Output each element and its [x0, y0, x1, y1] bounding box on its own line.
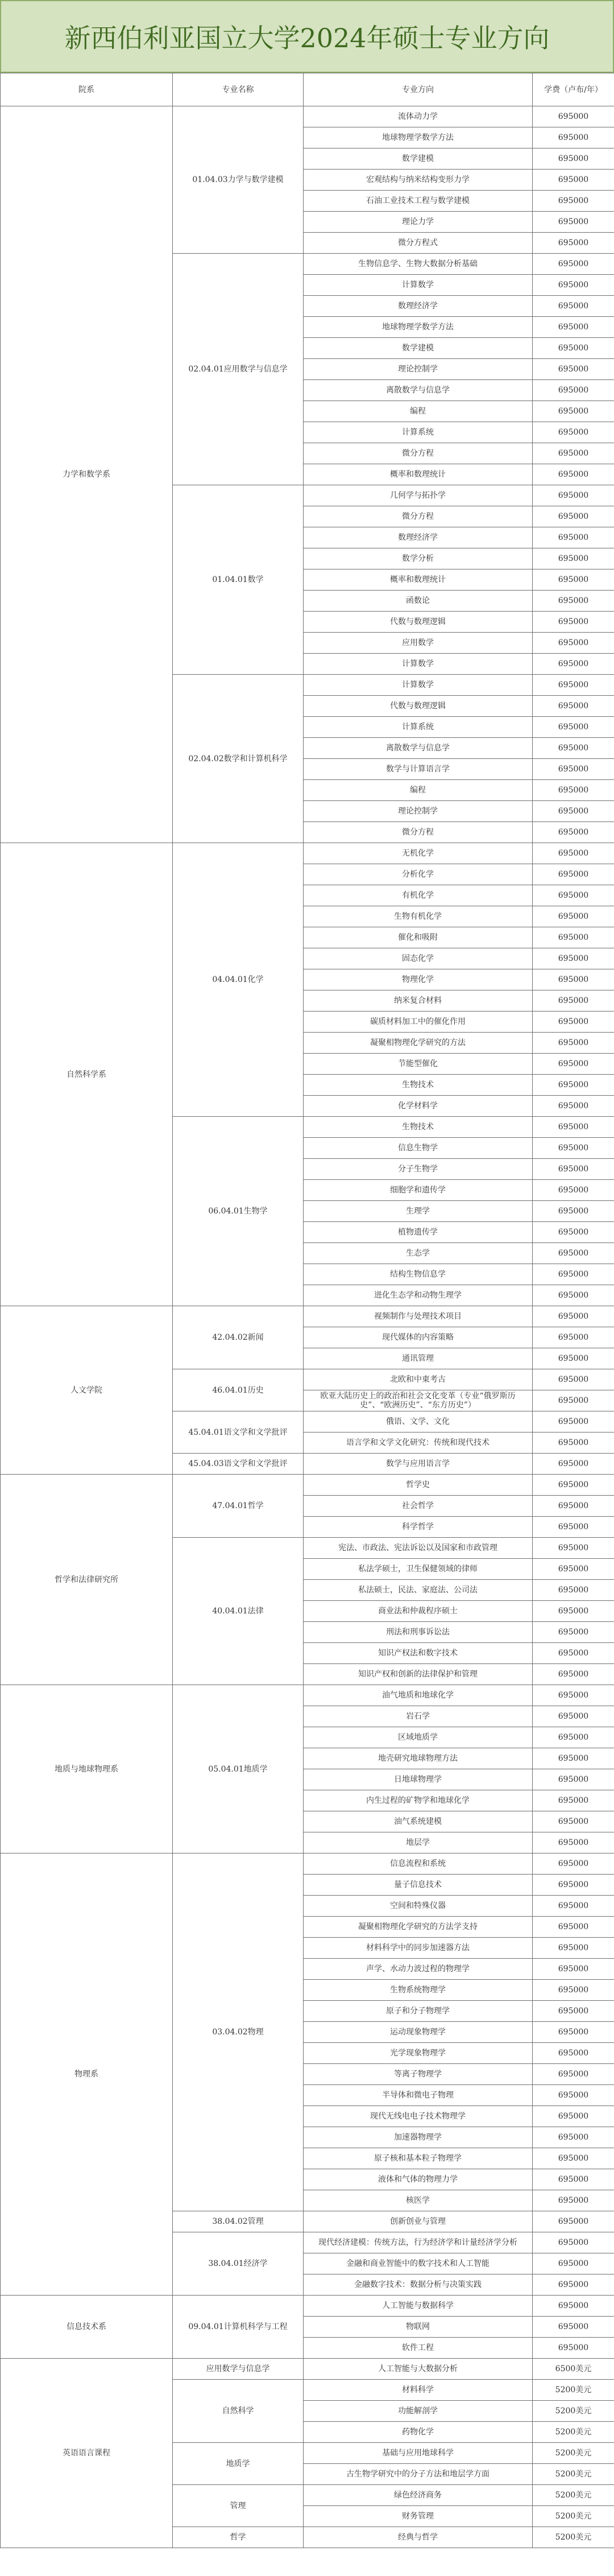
- tuition-cell: 695000: [533, 1685, 614, 1706]
- direction-cell: 半导体和微电子物理: [304, 2085, 533, 2106]
- tuition-cell: 695000: [533, 1180, 614, 1201]
- programs-table: [0, 73, 614, 2548]
- direction-cell: 生物有机化学: [304, 906, 533, 927]
- direction-cell: 催化和吸附: [304, 927, 533, 948]
- direction-cell: 生物信息学、生物大数据分析基础: [304, 254, 533, 275]
- tuition-cell: 695000: [533, 1559, 614, 1580]
- direction-cell: 纳米复合材料: [304, 990, 533, 1012]
- direction-cell: 结构生物信息学: [304, 1264, 533, 1285]
- tuition-cell: 695000: [533, 2190, 614, 2211]
- tuition-cell: 695000: [533, 1475, 614, 1496]
- tuition-cell: 695000: [533, 654, 614, 675]
- major-cell: 46.04.01历史: [173, 1369, 304, 1411]
- direction-cell: 人工智能与数据科学: [304, 2296, 533, 2317]
- tuition-cell: 695000: [533, 759, 614, 780]
- tuition-cell: 695000: [533, 1264, 614, 1285]
- tuition-cell: 695000: [533, 1622, 614, 1643]
- direction-cell: 知识产权法和数字技术: [304, 1643, 533, 1664]
- direction-cell: 几何学与拓扑学: [304, 485, 533, 506]
- tuition-cell: 695000: [533, 191, 614, 212]
- major-cell: 02.04.02数学和计算机科学: [173, 675, 304, 843]
- direction-cell: 内生过程的矿物学和地球化学: [304, 1790, 533, 1811]
- direction-cell: 碳质材料加工中的催化作用: [304, 1012, 533, 1033]
- direction-cell: 欧亚大陆历史上的政治和社会文化变革（专业“俄罗斯历史”、“欧洲历史”、“东方历史”）: [304, 1390, 533, 1411]
- header-faculty: 院系: [1, 73, 173, 106]
- tuition-cell: 695000: [533, 2211, 614, 2232]
- direction-cell: 绿色经济商务: [304, 2485, 533, 2506]
- tuition-cell: 5200美元: [533, 2464, 614, 2485]
- direction-cell: 信息生物学: [304, 1138, 533, 1159]
- tuition-cell: 695000: [533, 1727, 614, 1748]
- direction-cell: 液体和气体的物理力学: [304, 2169, 533, 2190]
- tuition-cell: 695000: [533, 1832, 614, 1853]
- direction-cell: 地层学: [304, 1832, 533, 1853]
- tuition-cell: 695000: [533, 1538, 614, 1559]
- direction-cell: 计算数学: [304, 654, 533, 675]
- direction-cell: 概率和数理统计: [304, 464, 533, 485]
- tuition-cell: 695000: [533, 485, 614, 506]
- table-row: [1, 843, 614, 864]
- tuition-cell: 695000: [533, 2296, 614, 2317]
- direction-cell: 计算系统: [304, 422, 533, 443]
- direction-cell: 金融数字技术：数据分析与决策实践: [304, 2274, 533, 2296]
- tuition-cell: 695000: [533, 148, 614, 170]
- direction-cell: 计算系统: [304, 717, 533, 738]
- tuition-cell: 695000: [533, 527, 614, 548]
- direction-cell: 理论控制学: [304, 359, 533, 380]
- direction-cell: 地球物理学数学方法: [304, 317, 533, 338]
- major-cell: 09.04.01计算机科学与工程: [173, 2296, 304, 2359]
- direction-cell: 材料科学: [304, 2380, 533, 2401]
- major-cell: 05.04.01地质学: [173, 1685, 304, 1853]
- tuition-cell: 695000: [533, 2043, 614, 2064]
- direction-cell: 物理化学: [304, 969, 533, 990]
- direction-cell: 化学材料学: [304, 1096, 533, 1117]
- table-row: [1, 2359, 614, 2380]
- direction-cell: 私法学硕士，卫生保健领域的律师: [304, 1559, 533, 1580]
- tuition-cell: 695000: [533, 464, 614, 485]
- tuition-cell: 695000: [533, 548, 614, 569]
- direction-cell: 理论力学: [304, 212, 533, 233]
- tuition-cell: 695000: [533, 675, 614, 696]
- header-major: 专业名称: [173, 73, 304, 106]
- direction-cell: 微分方程式: [304, 233, 533, 254]
- direction-cell: 通讯管理: [304, 1348, 533, 1369]
- direction-cell: 哲学史: [304, 1475, 533, 1496]
- direction-cell: 基础与应用地球科学: [304, 2443, 533, 2464]
- direction-cell: 宪法、市政法、宪法诉讼以及国家和市政管理: [304, 1538, 533, 1559]
- direction-cell: 知识产权和创新的法律保护和管理: [304, 1664, 533, 1685]
- direction-cell: 油气地质和地球化学: [304, 1685, 533, 1706]
- direction-cell: 生态学: [304, 1243, 533, 1264]
- direction-cell: 编程: [304, 780, 533, 801]
- tuition-cell: 5200美元: [533, 2401, 614, 2422]
- tuition-cell: 695000: [533, 717, 614, 738]
- direction-cell: 岩石学: [304, 1706, 533, 1727]
- tuition-cell: 5200美元: [533, 2380, 614, 2401]
- direction-cell: 量子信息技术: [304, 1875, 533, 1896]
- tuition-cell: 695000: [533, 2106, 614, 2127]
- direction-cell: 凝聚相物理化学研究的方法学支持: [304, 1917, 533, 1938]
- major-cell: 45.04.01语文学和文学批评: [173, 1411, 304, 1454]
- tuition-cell: 695000: [533, 843, 614, 864]
- tuition-cell: 695000: [533, 1454, 614, 1475]
- direction-cell: 数学与计算语言学: [304, 759, 533, 780]
- tuition-cell: 695000: [533, 2085, 614, 2106]
- tuition-cell: 695000: [533, 1433, 614, 1454]
- tuition-cell: 695000: [533, 696, 614, 717]
- tuition-cell: 695000: [533, 2253, 614, 2274]
- page-title: 新西伯利亚国立大学2024年硕士专业方向: [0, 0, 614, 73]
- faculty-cell: 力学和数学系: [1, 106, 173, 843]
- tuition-cell: 695000: [533, 1285, 614, 1306]
- direction-cell: 金融和商业智能中的数字技术和人工智能: [304, 2253, 533, 2274]
- tuition-cell: 695000: [533, 212, 614, 233]
- direction-cell: 创新创业与管理: [304, 2211, 533, 2232]
- table-row: [1, 106, 614, 127]
- tuition-cell: 695000: [533, 569, 614, 591]
- direction-cell: 流体动力学: [304, 106, 533, 127]
- direction-cell: 理论控制学: [304, 801, 533, 822]
- tuition-cell: 695000: [533, 2148, 614, 2169]
- direction-cell: 日地球物理学: [304, 1769, 533, 1790]
- direction-cell: 函数论: [304, 591, 533, 612]
- major-cell: 地质学: [173, 2443, 304, 2485]
- tuition-cell: 695000: [533, 1348, 614, 1369]
- tuition-cell: 695000: [533, 1033, 614, 1054]
- direction-cell: 细胞学和遗传学: [304, 1180, 533, 1201]
- direction-cell: 声学、水动力波过程的物理学: [304, 1959, 533, 1980]
- tuition-cell: 695000: [533, 1917, 614, 1938]
- direction-cell: 分子生物学: [304, 1159, 533, 1180]
- tuition-cell: 695000: [533, 738, 614, 759]
- tuition-cell: 695000: [533, 591, 614, 612]
- tuition-cell: 695000: [533, 359, 614, 380]
- tuition-cell: 695000: [533, 2317, 614, 2338]
- direction-cell: 空间和特殊仪器: [304, 1896, 533, 1917]
- major-cell: 38.04.01经济学: [173, 2232, 304, 2296]
- tuition-cell: 695000: [533, 1138, 614, 1159]
- tuition-cell: 695000: [533, 380, 614, 401]
- tuition-cell: 695000: [533, 948, 614, 969]
- tuition-cell: 695000: [533, 633, 614, 654]
- tuition-cell: 695000: [533, 780, 614, 801]
- direction-cell: 石油工业技术工程与数学建模: [304, 191, 533, 212]
- direction-cell: 油气系统建模: [304, 1811, 533, 1832]
- direction-cell: 药物化学: [304, 2422, 533, 2443]
- major-cell: 40.04.01法律: [173, 1538, 304, 1685]
- tuition-cell: 695000: [533, 1390, 614, 1411]
- direction-cell: 北欧和中東考古: [304, 1369, 533, 1390]
- direction-cell: 概率和数理统计: [304, 569, 533, 591]
- major-cell: 01.04.01数学: [173, 485, 304, 675]
- major-cell: 自然科学: [173, 2380, 304, 2443]
- tuition-cell: 695000: [533, 1411, 614, 1433]
- tuition-cell: 695000: [533, 1054, 614, 1075]
- tuition-cell: 695000: [533, 2274, 614, 2296]
- direction-cell: 节能型催化: [304, 1054, 533, 1075]
- direction-cell: 现代媒体的内容策略: [304, 1327, 533, 1348]
- direction-cell: 离散数学与信息学: [304, 380, 533, 401]
- tuition-cell: 695000: [533, 1790, 614, 1811]
- tuition-cell: 5200美元: [533, 2506, 614, 2527]
- direction-cell: 区域地质学: [304, 1727, 533, 1748]
- tuition-cell: 695000: [533, 1875, 614, 1896]
- direction-cell: 现代无线电电子技术物理学: [304, 2106, 533, 2127]
- tuition-cell: 695000: [533, 506, 614, 527]
- tuition-cell: 695000: [533, 443, 614, 464]
- direction-cell: 古生物学研究中的分子方法和地层学方面: [304, 2464, 533, 2485]
- tuition-cell: 695000: [533, 2338, 614, 2359]
- faculty-cell: 信息技术系: [1, 2296, 173, 2359]
- direction-cell: 编程: [304, 401, 533, 422]
- tuition-cell: 695000: [533, 822, 614, 843]
- tuition-cell: 695000: [533, 1201, 614, 1222]
- direction-cell: 运动现象物理学: [304, 2022, 533, 2043]
- direction-cell: 分析化学: [304, 864, 533, 885]
- major-cell: 47.04.01哲学: [173, 1475, 304, 1538]
- direction-cell: 原子和分子物理学: [304, 2001, 533, 2022]
- tuition-cell: 695000: [533, 1117, 614, 1138]
- header-tuition: 学费（卢布/年）: [533, 73, 614, 106]
- tuition-cell: 695000: [533, 1811, 614, 1832]
- tuition-cell: 695000: [533, 317, 614, 338]
- direction-cell: 社会哲学: [304, 1496, 533, 1517]
- major-cell: 06.04.01生物学: [173, 1117, 304, 1306]
- major-cell: 01.04.03力学与数学建模: [173, 106, 304, 254]
- tuition-cell: 695000: [533, 1664, 614, 1685]
- table-row: [1, 1685, 614, 1706]
- tuition-cell: 695000: [533, 1369, 614, 1390]
- tuition-cell: 695000: [533, 2064, 614, 2085]
- faculty-cell: 物理系: [1, 1853, 173, 2296]
- tuition-cell: 695000: [533, 1601, 614, 1622]
- major-cell: 45.04.03语文学和文学批评: [173, 1454, 304, 1475]
- tuition-cell: 695000: [533, 969, 614, 990]
- tuition-cell: 695000: [533, 254, 614, 275]
- major-cell: 38.04.02管理: [173, 2211, 304, 2232]
- tuition-cell: 5200美元: [533, 2422, 614, 2443]
- tuition-cell: 695000: [533, 1580, 614, 1601]
- direction-cell: 生理学: [304, 1201, 533, 1222]
- direction-cell: 经典与哲学: [304, 2527, 533, 2548]
- tuition-cell: 695000: [533, 1938, 614, 1959]
- tuition-cell: 695000: [533, 1096, 614, 1117]
- direction-cell: 植物遗传学: [304, 1222, 533, 1243]
- tuition-cell: 695000: [533, 1496, 614, 1517]
- major-cell: 应用数学与信息学: [173, 2359, 304, 2380]
- tuition-cell: 695000: [533, 2232, 614, 2253]
- direction-cell: 财务管理: [304, 2506, 533, 2527]
- direction-cell: 材料科学中的同步加速器方法: [304, 1938, 533, 1959]
- table-row: [1, 1475, 614, 1496]
- tuition-cell: 695000: [533, 1075, 614, 1096]
- major-cell: 02.04.01应用数学与信息学: [173, 254, 304, 485]
- tuition-cell: 695000: [533, 1327, 614, 1348]
- tuition-cell: 695000: [533, 1306, 614, 1327]
- tuition-cell: 695000: [533, 864, 614, 885]
- tuition-cell: 5200美元: [533, 2527, 614, 2548]
- direction-cell: 软件工程: [304, 2338, 533, 2359]
- table-row: [1, 2296, 614, 2317]
- direction-cell: 功能解剖学: [304, 2401, 533, 2422]
- table-header-row: [1, 73, 614, 106]
- tuition-cell: 695000: [533, 2169, 614, 2190]
- direction-cell: 凝聚相物理化学研究的方法: [304, 1033, 533, 1054]
- direction-cell: 生物技术: [304, 1075, 533, 1096]
- tuition-cell: 695000: [533, 990, 614, 1012]
- direction-cell: 固态化学: [304, 948, 533, 969]
- direction-cell: 数理经济学: [304, 527, 533, 548]
- major-cell: 03.04.02物理: [173, 1853, 304, 2211]
- direction-cell: 微分方程: [304, 822, 533, 843]
- direction-cell: 地球物理学数学方法: [304, 127, 533, 148]
- direction-cell: 地壳研究地球物理方法: [304, 1748, 533, 1769]
- tuition-cell: 695000: [533, 1222, 614, 1243]
- direction-cell: 刑法和刑事诉讼法: [304, 1622, 533, 1643]
- tuition-cell: 695000: [533, 1748, 614, 1769]
- direction-cell: 人工智能与大数据分析: [304, 2359, 533, 2380]
- direction-cell: 视频制作与处理技术项目: [304, 1306, 533, 1327]
- direction-cell: 有机化学: [304, 885, 533, 906]
- faculty-cell: 哲学和法律研究所: [1, 1475, 173, 1685]
- tuition-cell: 695000: [533, 1643, 614, 1664]
- major-cell: 04.04.01化学: [173, 843, 304, 1117]
- direction-cell: 数学建模: [304, 338, 533, 359]
- major-cell: 管理: [173, 2485, 304, 2527]
- direction-cell: 离散数学与信息学: [304, 738, 533, 759]
- direction-cell: 应用数学: [304, 633, 533, 654]
- direction-cell: 原子核和基本粒子物理学: [304, 2148, 533, 2169]
- tuition-cell: 695000: [533, 106, 614, 127]
- table-body: [1, 106, 614, 2548]
- tuition-cell: 695000: [533, 233, 614, 254]
- tuition-cell: 695000: [533, 170, 614, 191]
- direction-cell: 数理经济学: [304, 296, 533, 317]
- tuition-cell: 695000: [533, 2022, 614, 2043]
- tuition-cell: 695000: [533, 1959, 614, 1980]
- tuition-cell: 695000: [533, 338, 614, 359]
- tuition-cell: 5200美元: [533, 2485, 614, 2506]
- tuition-cell: 695000: [533, 2127, 614, 2148]
- tuition-cell: 695000: [533, 885, 614, 906]
- tuition-cell: 695000: [533, 612, 614, 633]
- tuition-cell: 695000: [533, 1706, 614, 1727]
- direction-cell: 进化生态学和动物生理学: [304, 1285, 533, 1306]
- faculty-cell: 人文学院: [1, 1306, 173, 1475]
- faculty-cell: 英语语言课程: [1, 2359, 173, 2548]
- faculty-cell: 自然科学系: [1, 843, 173, 1306]
- direction-cell: 微分方程: [304, 506, 533, 527]
- tuition-cell: 695000: [533, 1853, 614, 1875]
- tuition-cell: 695000: [533, 127, 614, 148]
- header-direction: 专业方向: [304, 73, 533, 106]
- major-cell: 42.04.02新闻: [173, 1306, 304, 1369]
- tuition-cell: 695000: [533, 1159, 614, 1180]
- direction-cell: 科学哲学: [304, 1517, 533, 1538]
- direction-cell: 核医学: [304, 2190, 533, 2211]
- direction-cell: 微分方程: [304, 443, 533, 464]
- direction-cell: 等离子物理学: [304, 2064, 533, 2085]
- direction-cell: 生物技术: [304, 1117, 533, 1138]
- table-row: [1, 1853, 614, 1875]
- direction-cell: 代数与数理逻辑: [304, 612, 533, 633]
- direction-cell: 计算数学: [304, 675, 533, 696]
- direction-cell: 无机化学: [304, 843, 533, 864]
- tuition-cell: 695000: [533, 1243, 614, 1264]
- tuition-cell: 695000: [533, 1012, 614, 1033]
- direction-cell: 私法硕士，民法、家庭法、公司法: [304, 1580, 533, 1601]
- direction-cell: 俄语、文学、文化: [304, 1411, 533, 1433]
- tuition-cell: 695000: [533, 1769, 614, 1790]
- direction-cell: 数学建模: [304, 148, 533, 170]
- direction-cell: 信息流程和系统: [304, 1853, 533, 1875]
- faculty-cell: 地质与地球物理系: [1, 1685, 173, 1853]
- tuition-cell: 695000: [533, 275, 614, 296]
- direction-cell: 加速器物理学: [304, 2127, 533, 2148]
- direction-cell: 数学分析: [304, 548, 533, 569]
- direction-cell: 现代经济建模：传统方法，行为经济学和计量经济学分析: [304, 2232, 533, 2253]
- tuition-cell: 695000: [533, 801, 614, 822]
- tuition-cell: 695000: [533, 1896, 614, 1917]
- direction-cell: 语言学和文学文化研究：传统和现代技术: [304, 1433, 533, 1454]
- direction-cell: 宏观结构与纳米结构变形力学: [304, 170, 533, 191]
- tuition-cell: 695000: [533, 927, 614, 948]
- direction-cell: 计算数学: [304, 275, 533, 296]
- direction-cell: 光学现象物理学: [304, 2043, 533, 2064]
- direction-cell: 代数与数理逻辑: [304, 696, 533, 717]
- direction-cell: 物联网: [304, 2317, 533, 2338]
- direction-cell: 生物系统物理学: [304, 1980, 533, 2001]
- tuition-cell: 695000: [533, 1980, 614, 2001]
- direction-cell: 商业法和仲裁程序硕士: [304, 1601, 533, 1622]
- tuition-cell: 5200美元: [533, 2443, 614, 2464]
- tuition-cell: 6500美元: [533, 2359, 614, 2380]
- tuition-cell: 695000: [533, 401, 614, 422]
- table-row: [1, 1306, 614, 1327]
- tuition-cell: 695000: [533, 422, 614, 443]
- tuition-cell: 695000: [533, 2001, 614, 2022]
- tuition-cell: 695000: [533, 906, 614, 927]
- tuition-cell: 695000: [533, 296, 614, 317]
- direction-cell: 数学与应用语言学: [304, 1454, 533, 1475]
- tuition-cell: 695000: [533, 1517, 614, 1538]
- major-cell: 哲学: [173, 2527, 304, 2548]
